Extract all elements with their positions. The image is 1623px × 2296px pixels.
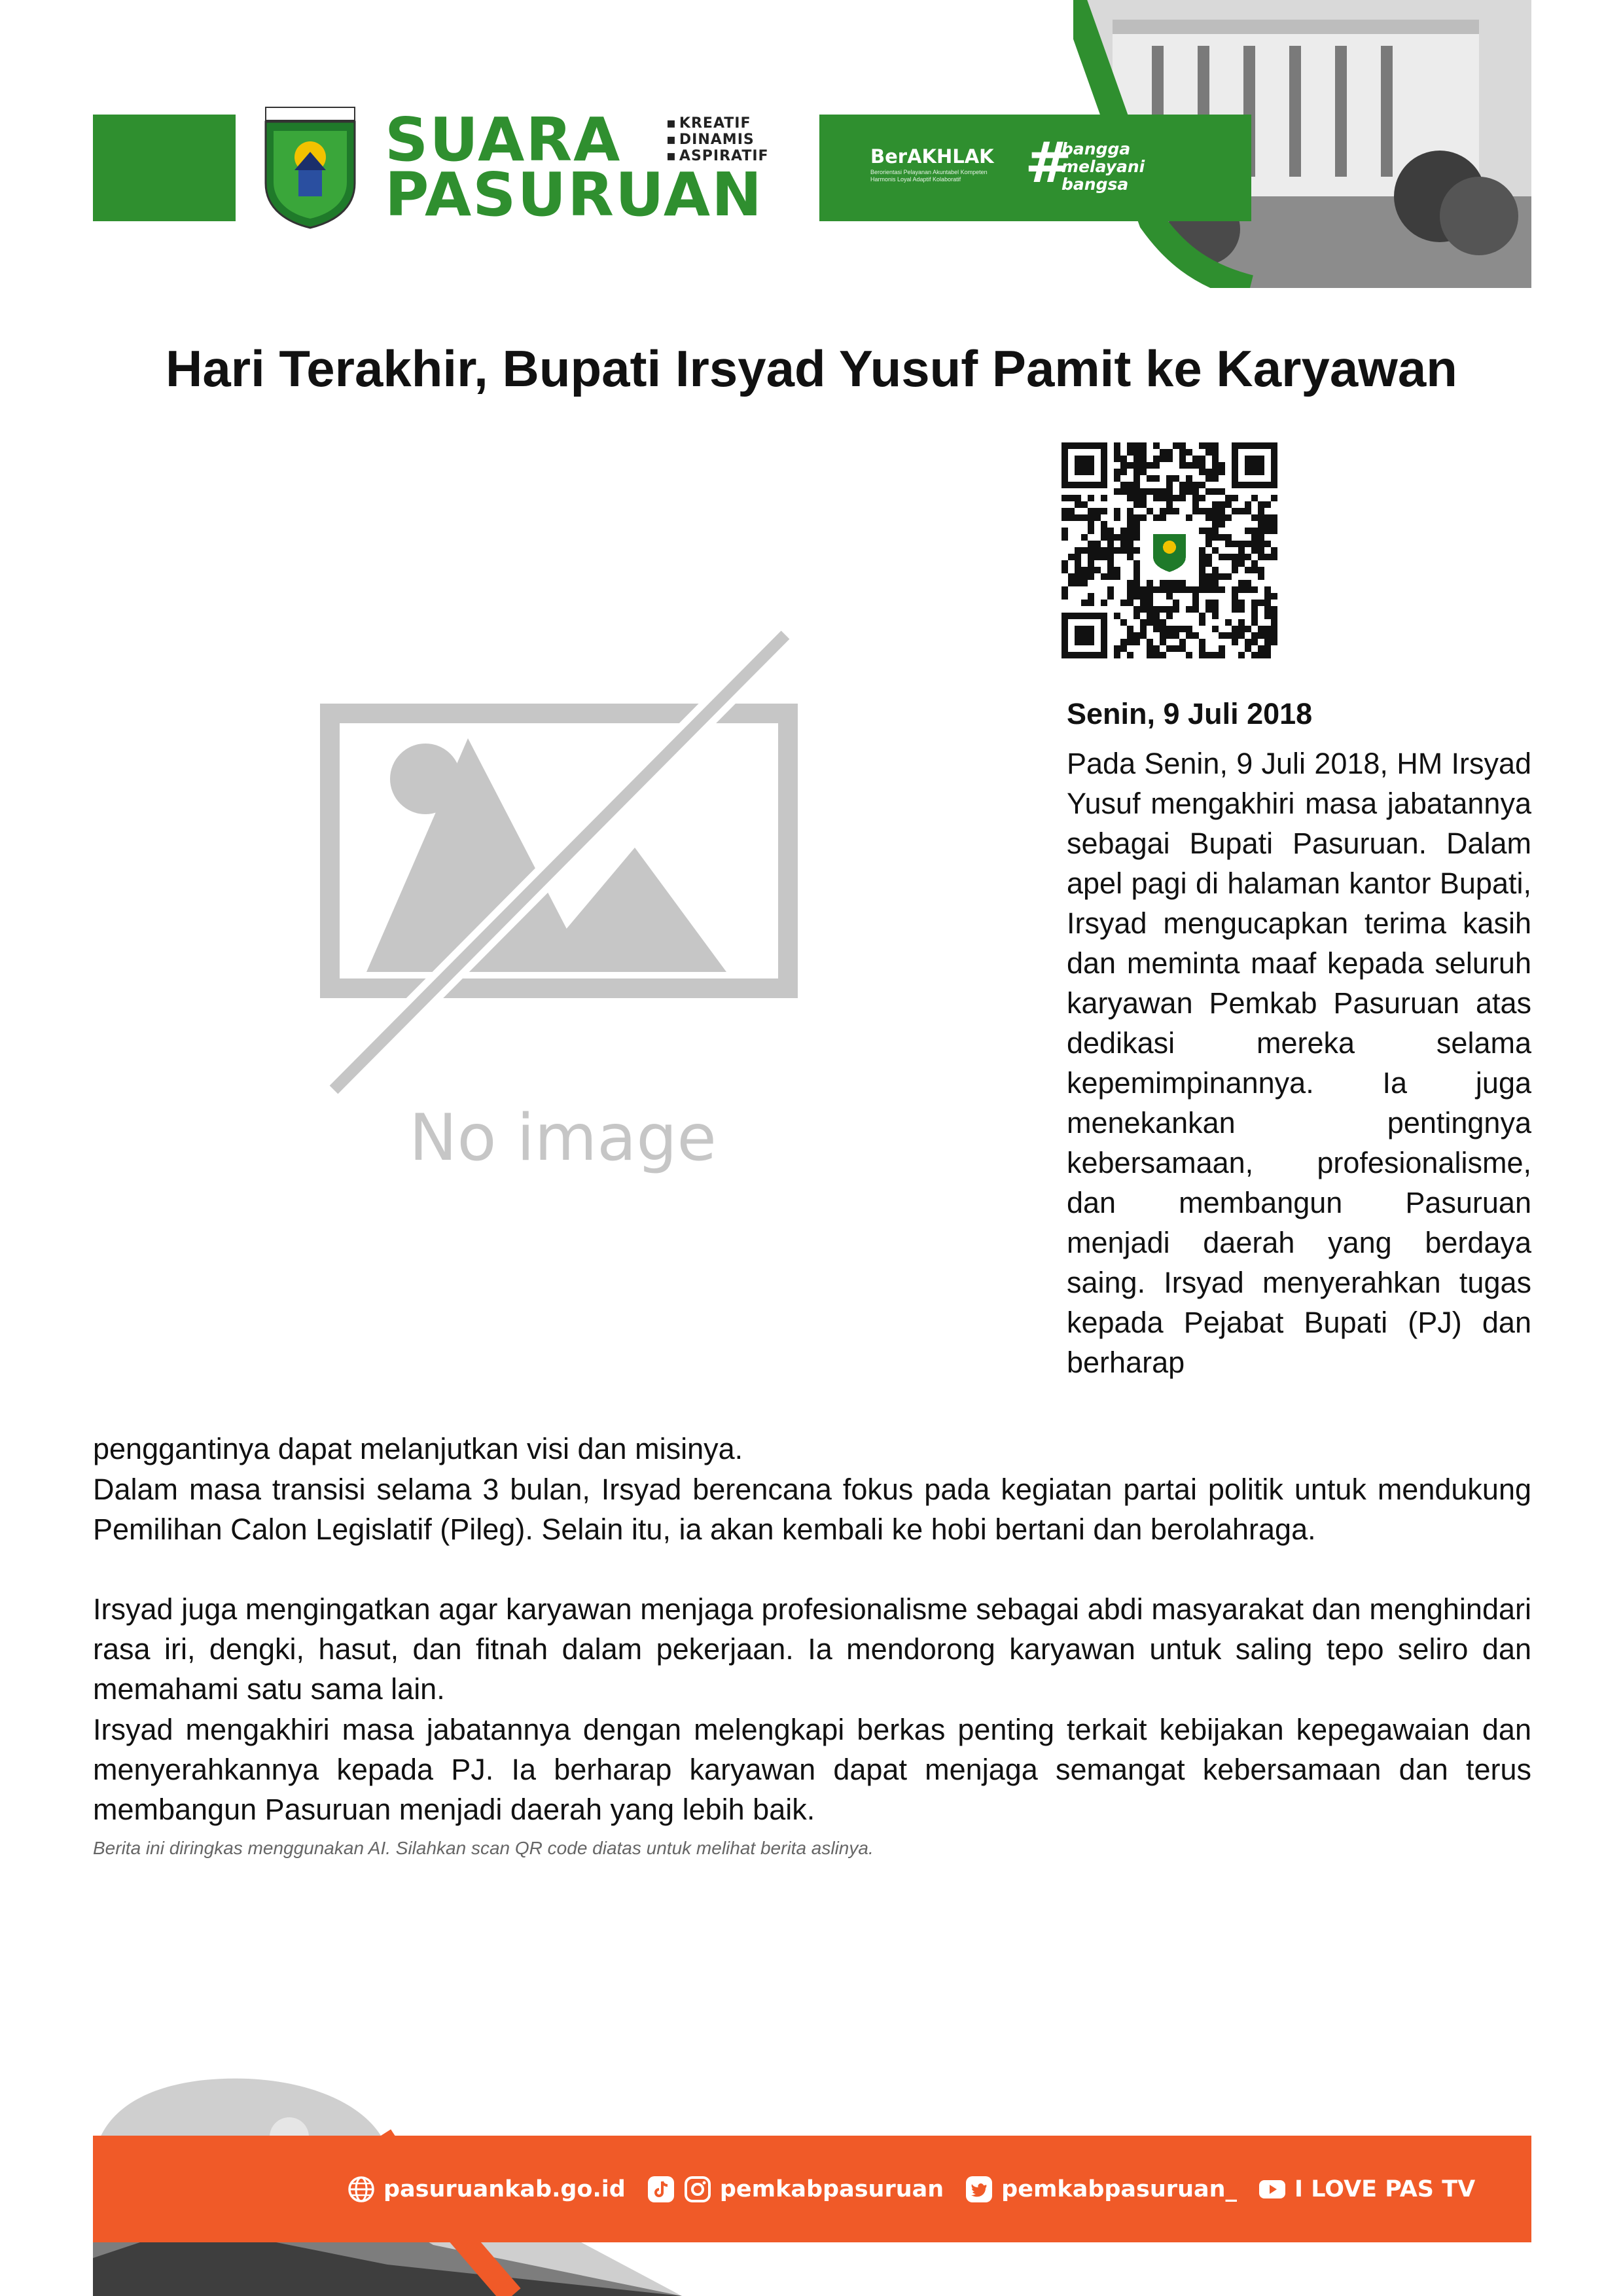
berakhlak-logo: [870, 145, 1011, 183]
social-handle[interactable]: pemkabpasuruan: [719, 2176, 944, 2202]
instagram-icon: [683, 2175, 712, 2204]
article-paragraph: Pada Senin, 9 Juli 2018, HM Irsyad Yusuf mengakhiri masa jabatannya sebagai Bupati Pasuruan. Dalam apel pagi di halaman kantor Bupati, Irsyad mengucapkan terima kasih dan meminta maaf kepada seluruh karyawan Pemkab Pasuruan atas dedikasi mereka selama kepemimpinannya. Ia juga menekankan pentingnya kebersamaan, profesionalisme, dan membangun Pasuruan menjadi daerah yang berdaya saing. Irsyad menyerahkan tugas kepada Pejabat Bupati (PJ) dan berharap: [1067, 747, 1531, 1379]
globe-icon: [347, 2175, 376, 2204]
article-paragraph: Irsyad juga mengingatkan agar karyawan menjaga profesionalisme sebagai abdi masyarakat dan menghindari rasa iri, dengki, hasut, dan fitnah dalam pekerjaan. Ia mendorong karyawan untuk saling tepo seliro dan memahami satu sama lain.: [93, 1592, 1531, 1706]
kabupaten-crest-logo: [260, 105, 360, 229]
bangga-line: bangsa: [1061, 175, 1129, 194]
brand-name-line2: PASURUAN: [385, 160, 764, 230]
no-image-placeholder: [308, 628, 818, 1191]
bangga-line: melayani: [1061, 157, 1145, 176]
twitter-handle[interactable]: pemkabpasuruan_: [1001, 2176, 1238, 2202]
berakhlak-subtitle: Berorientasi Pelayanan Akuntabel Kompeten Harmonis Loyal Adaptif Kolaboratif: [870, 169, 988, 183]
tagline-item: ▪ KREATIF: [666, 115, 797, 132]
ai-disclaimer: Berita ini diringkas menggunakan AI. Silahkan scan QR code diatas untuk melihat berita aslinya.: [93, 1838, 874, 1858]
article-paragraph: Irsyad mengakhiri masa jabatannya dengan melengkapi berkas penting terkait kebijakan kepegawaian dan menyerahkannya kepada PJ. Ia berharap karyawan dapat menjaga semangat kebersamaan dan terus membangun Pasuruan menjadi daerah yang lebih baik.: [93, 1713, 1531, 1826]
footer-contacts: [347, 2166, 1496, 2212]
brand-tagline: [666, 115, 797, 164]
bangga-line: bangga: [1061, 139, 1131, 158]
article-title: Hari Terakhir, Bupati Irsyad Yusuf Pamit ke Karyawan: [166, 340, 1457, 397]
website-link[interactable]: pasuruankab.go.id: [383, 2176, 626, 2202]
article-paragraph: Dalam masa transisi selama 3 bulan, Irsyad berencana fokus pada kegiatan partai politik untuk mendukung Pemilihan Calon Legislatif (Pileg). Selain itu, ia akan kembali ke hobi bertani dan berolahraga.: [93, 1473, 1531, 1546]
article-paragraph-continued: penggantinya dapat melanjutkan visi dan misinya.: [93, 1432, 743, 1465]
brand-name-line1: SUARA: [385, 105, 622, 175]
youtube-channel[interactable]: I LOVE PAS TV: [1294, 2176, 1476, 2202]
twitter-icon: [965, 2175, 993, 2204]
qr-code: [1061, 442, 1277, 658]
header-left-bar: [93, 115, 236, 221]
hashtag-icon: #: [1025, 130, 1073, 196]
berakhlak-title: BerAKHLAK: [870, 145, 994, 168]
tagline-item: ▪ DINAMIS: [666, 132, 797, 148]
tagline-item: ▪ ASPIRATIF: [666, 148, 797, 164]
tiktok-icon: [647, 2175, 675, 2204]
bangga-melayani-bangsa-logo: [1061, 140, 1145, 193]
no-image-label: No image: [409, 1101, 717, 1175]
article-date: Senin, 9 Juli 2018: [1067, 697, 1313, 730]
youtube-icon: [1258, 2175, 1287, 2204]
